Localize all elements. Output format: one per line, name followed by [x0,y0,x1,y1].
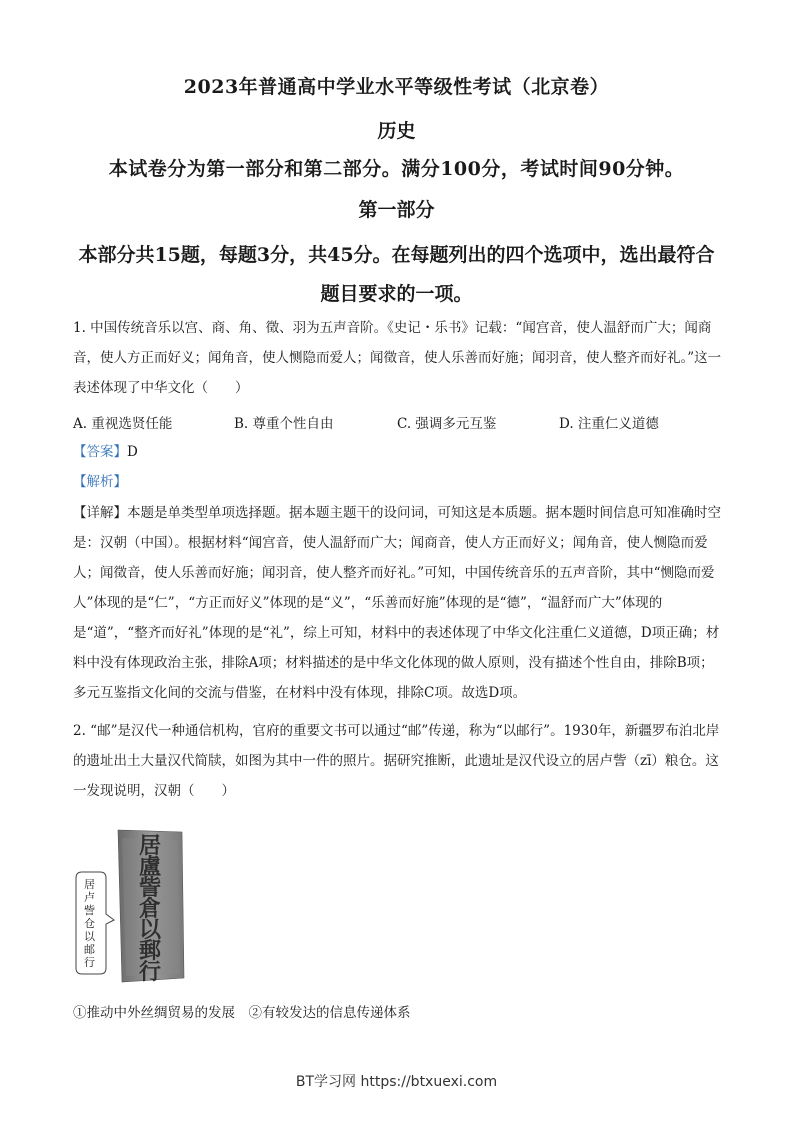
slip-figure [70,828,190,988]
footer-watermark: BT学习网 https://btxuexi.com [295,1074,498,1090]
option-a: A. 重视选贤任能 [73,416,173,432]
answer-value: D [127,444,138,460]
slip-inscription: 居盧訾倉以郵行 [138,833,161,985]
part-title: 第一部分 [358,199,435,221]
question-1-options [73,406,723,436]
question-1-stem: 1. 中国传统音乐以宫、商、角、徵、羽为五声音阶。《史记・乐书》记载：“闻宫音，使人温舒而广大；闻商音，使人方正而好义；闻角音，使人恻隐而爱人；闻徵音，使人乐善而好施；闻羽音，使人整齐而好礼。”这一表述体现了中华文化（ ） [73,320,722,396]
slip-callout-label: 居卢訾仓以邮行 [84,878,95,969]
detail-tag: 【详解】 [73,505,127,521]
subject-title: 历史 [377,120,416,142]
detail-paragraph [73,498,723,708]
detail-text: 本题是单类型单项选择题。据本题主题干的设问词，可知这是本质题。据本题时间信息可知准确时空是：汉朝（中国）。根据材料“闻宫音，使人温舒而广大；闻商音，使人方正而好义；闻角音，使人恻隐而爱人；闻徵音，使人乐善而好施；闻羽音，使人整齐而好礼。”可知，中国传统音乐的五声音阶，其中“恻隐而爱人”体现的是“仁”，“方正而好义”体现的是“义”，“乐善而好施”体现的是“德”，“温舒而广大”体现的是“道”，“整齐而好礼”体现的是“礼”，综上可知，材料中的表述体现了中华文化注重仁义道德，D项正确；材料中没有体现政治主张，排除A项；材料描述的是中华文化体现的做人原则，没有描述个性自由，排除B项；多元互鉴指文化间的交流与借鉴，在材料中没有体现，排除C项。故选D项。 [73,505,721,701]
part-instructions: 本部分共15题，每题3分，共45分。在每题列出的四个选项中，选出最符合题目要求的一项。 [78,244,715,305]
option-b: B. 尊重个性自由 [234,416,334,432]
analysis-tag: 【解析】 [73,474,127,490]
exam-note: 本试卷分为第一部分和第二部分。满分100分，考试时间90分钟。 [108,158,685,180]
answer-tag: 【答案】 [73,444,127,460]
option-d: D. 注重仁义道德 [559,416,659,432]
question-2-stem: 2. “邮”是汉代一种通信机构，官府的重要文书可以通过“邮”传递，称为“以邮行”。1930年，新疆罗布泊北岸的遗址出土大量汉代简牍，如图为其中一件的照片。据研究推断，此遗址是汉代设立的居卢訾（zī）粮仓。这一发现说明，汉朝（ ） [73,723,720,799]
answer-line [73,437,723,467]
question-2-options: ①推动中外丝绸贸易的发展 ②有较发达的信息传递体系 [73,1005,411,1021]
option-c: C. 强调多元互鉴 [397,416,497,432]
exam-title: 2023年普通高中学业水平等级性考试（北京卷） [183,76,610,98]
